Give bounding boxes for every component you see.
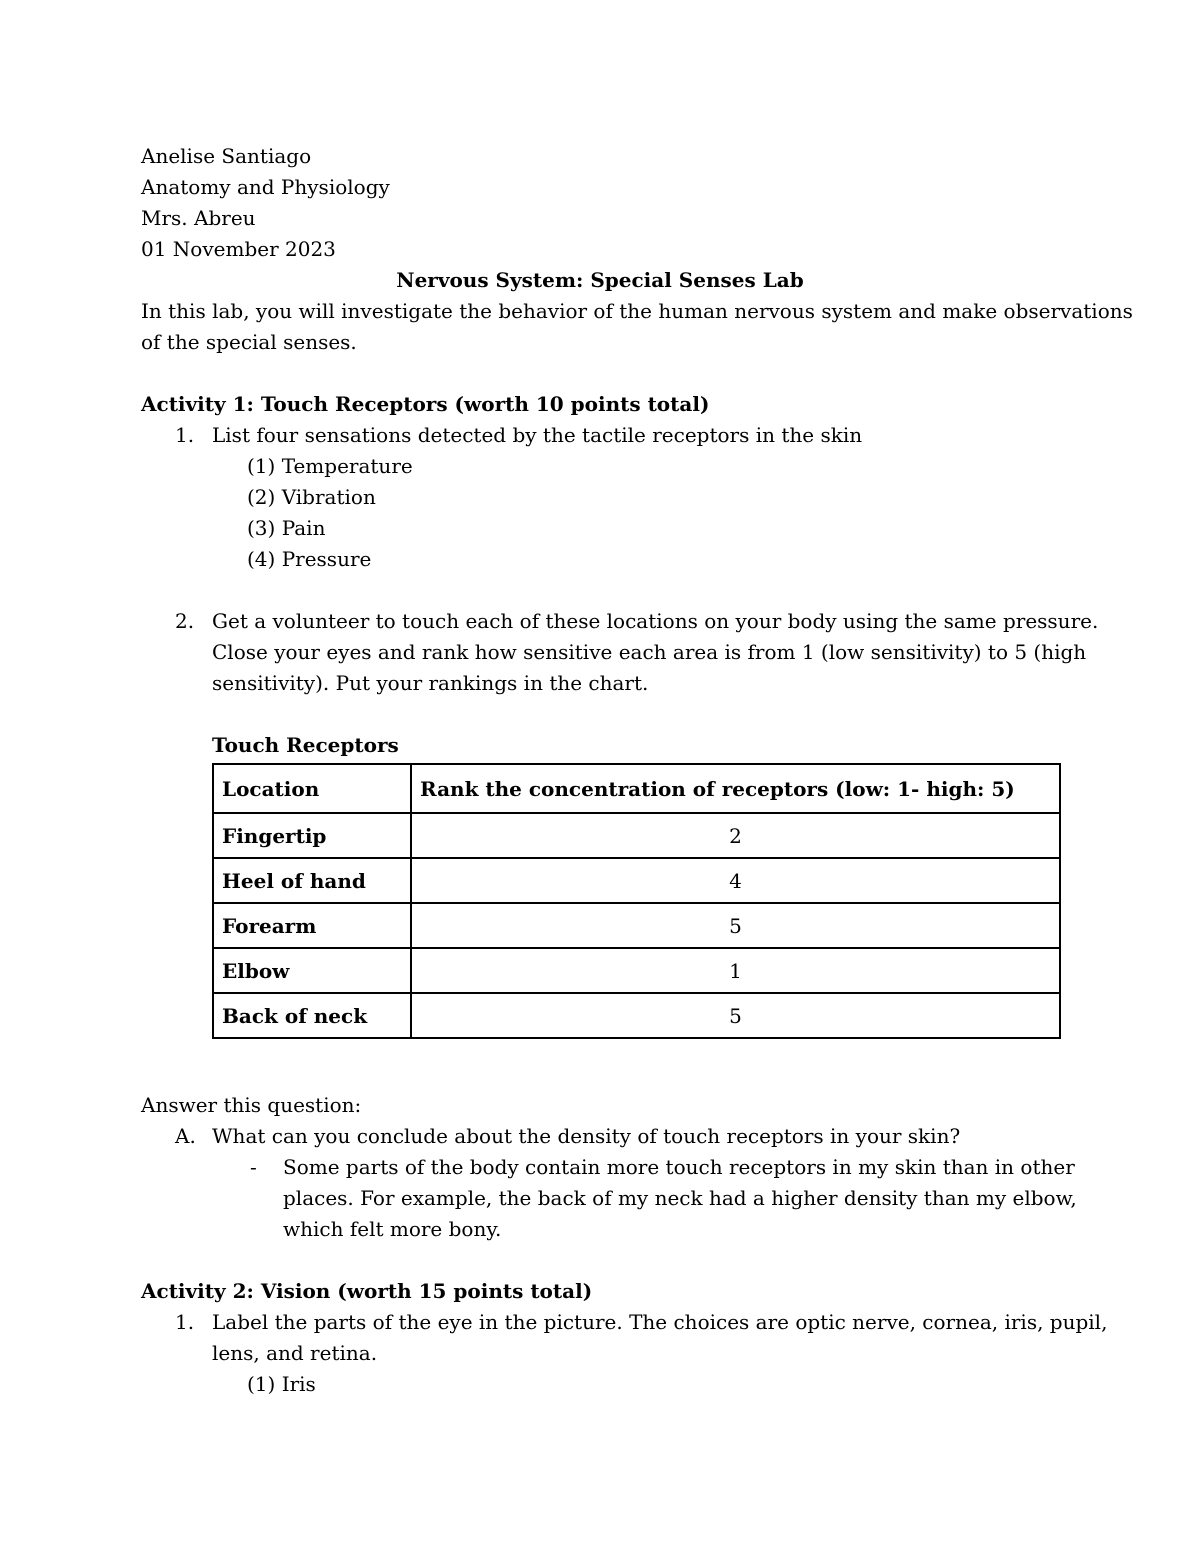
vision-question-line-1: Label the parts of the eye in the picture. The choices are optic nerve, cornea, iris, pupil, bbox=[212, 1310, 1108, 1334]
rank-cell: 1 bbox=[411, 948, 1060, 993]
question-2-line-3: sensitivity). Put your rankings in the chart. bbox=[212, 671, 649, 695]
question-1-number: 1. bbox=[175, 1310, 195, 1334]
answer-prompt: Answer this question: bbox=[141, 1093, 362, 1117]
sensation-answer: (4) Pressure bbox=[247, 547, 372, 571]
rank-cell: 4 bbox=[411, 858, 1060, 903]
sensation-answer: (3) Pain bbox=[247, 516, 326, 540]
intro-line-2: of the special senses. bbox=[141, 330, 357, 354]
location-cell: Back of neck bbox=[213, 993, 411, 1038]
rank-cell: 2 bbox=[411, 813, 1060, 858]
vision-question-line-2: lens, and retina. bbox=[212, 1341, 378, 1365]
touch-receptors-table bbox=[212, 763, 1061, 1039]
sensation-answer: (1) Temperature bbox=[247, 454, 413, 478]
question-a-text: What can you conclude about the density of touch receptors in your skin? bbox=[212, 1124, 961, 1148]
student-name: Anelise Santiago bbox=[141, 144, 312, 168]
table-row bbox=[213, 903, 1060, 948]
teacher-name: Mrs. Abreu bbox=[141, 206, 256, 230]
activity-2-heading: Activity 2: Vision (worth 15 points total) bbox=[141, 1279, 593, 1303]
rank-cell: 5 bbox=[411, 993, 1060, 1038]
sensation-answer: (2) Vibration bbox=[247, 485, 376, 509]
answer-a-line-2: places. For example, the back of my neck had a higher density than my elbow, bbox=[283, 1186, 1077, 1210]
table-row bbox=[213, 948, 1060, 993]
table-caption: Touch Receptors bbox=[212, 733, 399, 757]
page-title: Nervous System: Special Senses Lab bbox=[396, 268, 804, 292]
answer-a-line-1: Some parts of the body contain more touch receptors in my skin than in other bbox=[283, 1155, 1075, 1179]
activity-1-heading: Activity 1: Touch Receptors (worth 10 points total) bbox=[141, 392, 710, 416]
intro-line-1: In this lab, you will investigate the behavior of the human nervous system and make observations bbox=[141, 299, 1133, 323]
question-1-number: 1. bbox=[175, 423, 195, 447]
location-cell: Fingertip bbox=[213, 813, 411, 858]
course-name: Anatomy and Physiology bbox=[141, 175, 390, 199]
document-date: 01 November 2023 bbox=[141, 237, 336, 261]
answer-bullet: - bbox=[250, 1155, 257, 1179]
table-row bbox=[213, 993, 1060, 1038]
column-header-location: Location bbox=[213, 764, 411, 813]
table-row bbox=[213, 813, 1060, 858]
table-header-row bbox=[213, 764, 1060, 813]
rank-cell: 5 bbox=[411, 903, 1060, 948]
location-cell: Forearm bbox=[213, 903, 411, 948]
question-2-line-2: Close your eyes and rank how sensitive each area is from 1 (low sensitivity) to 5 (high bbox=[212, 640, 1087, 664]
location-cell: Heel of hand bbox=[213, 858, 411, 903]
eye-part-answer: (1) Iris bbox=[247, 1372, 316, 1396]
question-a-letter: A. bbox=[175, 1124, 196, 1148]
question-2-line-1: Get a volunteer to touch each of these locations on your body using the same pressure. bbox=[212, 609, 1099, 633]
location-cell: Elbow bbox=[213, 948, 411, 993]
question-1-text: List four sensations detected by the tactile receptors in the skin bbox=[212, 423, 863, 447]
question-2-number: 2. bbox=[175, 609, 195, 633]
table-row bbox=[213, 858, 1060, 903]
column-header-rank: Rank the concentration of receptors (low: 1- high: 5) bbox=[411, 764, 1060, 813]
answer-a-line-3: which felt more bony. bbox=[283, 1217, 502, 1241]
